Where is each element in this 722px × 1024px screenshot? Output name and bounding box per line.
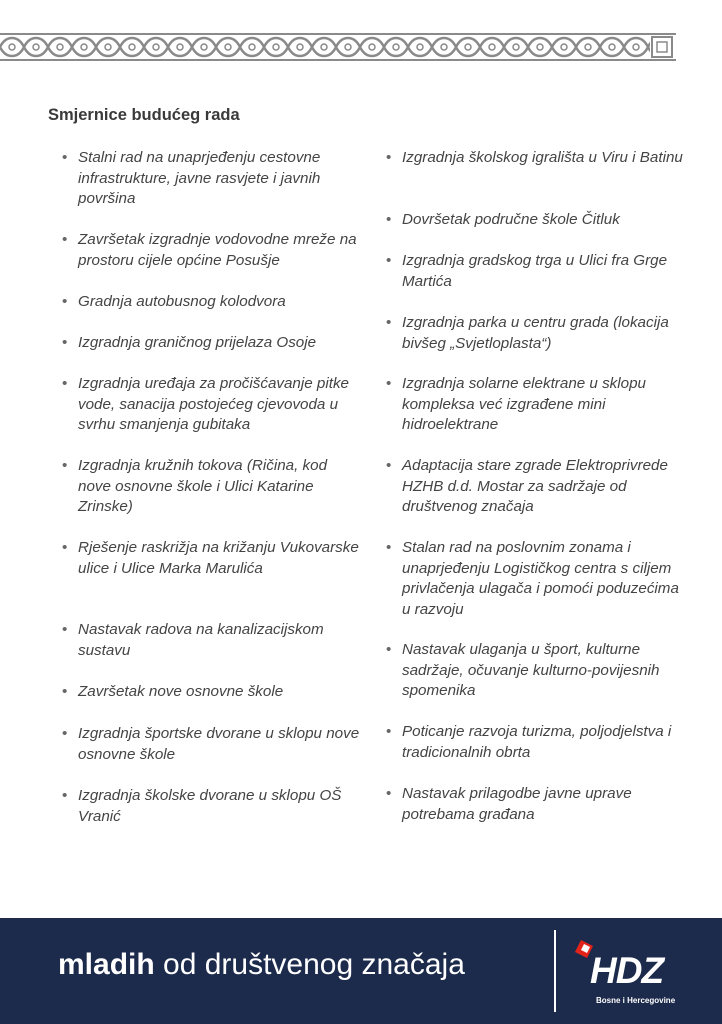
slogan-rest: od društvenog značaja	[154, 948, 465, 981]
list-item: • Izgradnja kružnih tokova (Ričina, kod nove osnovne škole i Ulici Katarine Zrinske)	[62, 456, 362, 518]
list-item: • Gradnja autobusnog kolodvora	[62, 292, 362, 313]
list-item: • Nastavak prilagodbe javne uprave potrebama građana	[386, 784, 686, 825]
list-item: • Izgradnja parka u centru grada (lokacija bivšeg „Svjetloplasta“)	[386, 313, 686, 354]
list-item: • Rješenje raskrižja na križanju Vukovarske ulice i Ulice Marka Marulića	[62, 538, 362, 579]
logo-subtitle: Bosne i Hercegovine	[596, 996, 676, 1005]
slogan-bold: mladih	[58, 948, 155, 981]
list-item: • Izgradnja solarne elektrane u sklopu kompleksa već izgrađene mini hidroelektrane	[386, 374, 686, 436]
logo-text: HDZ	[590, 950, 664, 991]
list-item: • Izgradnja uređaja za pročišćavanje pitke vode, sanacija postojećeg cjevovoda u svrhu smanjenja gubitaka	[62, 374, 362, 436]
list-item: • Završetak nove osnovne škole	[62, 682, 362, 703]
list-item: • Stalni rad na unaprjeđenju cestovne infrastrukture, javne rasvjete i javnih površina	[62, 148, 362, 210]
divider	[554, 930, 556, 1012]
section-heading: Smjernice budućeg rada	[48, 106, 240, 124]
list-item: • Nastavak ulaganja u šport, kulturne sadržaje, očuvanje kulturno-povijesnih spomenika	[386, 640, 686, 702]
hdz-logo	[572, 940, 696, 1010]
list-item: • Izgradnja graničnog prijelaza Osoje	[62, 333, 362, 354]
list-item: • Izgradnja gradskog trga u Ulici fra Grge Martića	[386, 251, 686, 292]
footer-banner	[0, 918, 722, 1024]
slogan	[58, 948, 465, 982]
list-item: • Izgradnja športske dvorane u sklopu nove osnovne škole	[62, 724, 362, 765]
list-item: • Dovršetak područne škole Čitluk	[386, 210, 686, 231]
decorative-border	[0, 32, 676, 62]
list-item: • Adaptacija stare zgrade Elektroprivrede HZHB d.d. Mostar za sadržaje od društvenog značaja	[386, 456, 686, 518]
list-item: • Stalan rad na poslovnim zonama i unaprjeđenju Logističkog centra s ciljem privlačenja ulagača i pomoći poduzećima u razvoju	[386, 538, 686, 620]
list-item: • Poticanje razvoja turizma, poljodjelstva i tradicionalnih obrta	[386, 722, 686, 763]
list-item: • Izgradnja školske dvorane u sklopu OŠ Vranić	[62, 786, 362, 827]
list-item: • Nastavak radova na kanalizacijskom sustavu	[62, 620, 362, 661]
list-item: • Završetak izgradnje vodovodne mreže na prostoru cijele općine Posušje	[62, 230, 362, 271]
list-item: • Izgradnja školskog igrališta u Viru i Batinu	[386, 148, 686, 169]
